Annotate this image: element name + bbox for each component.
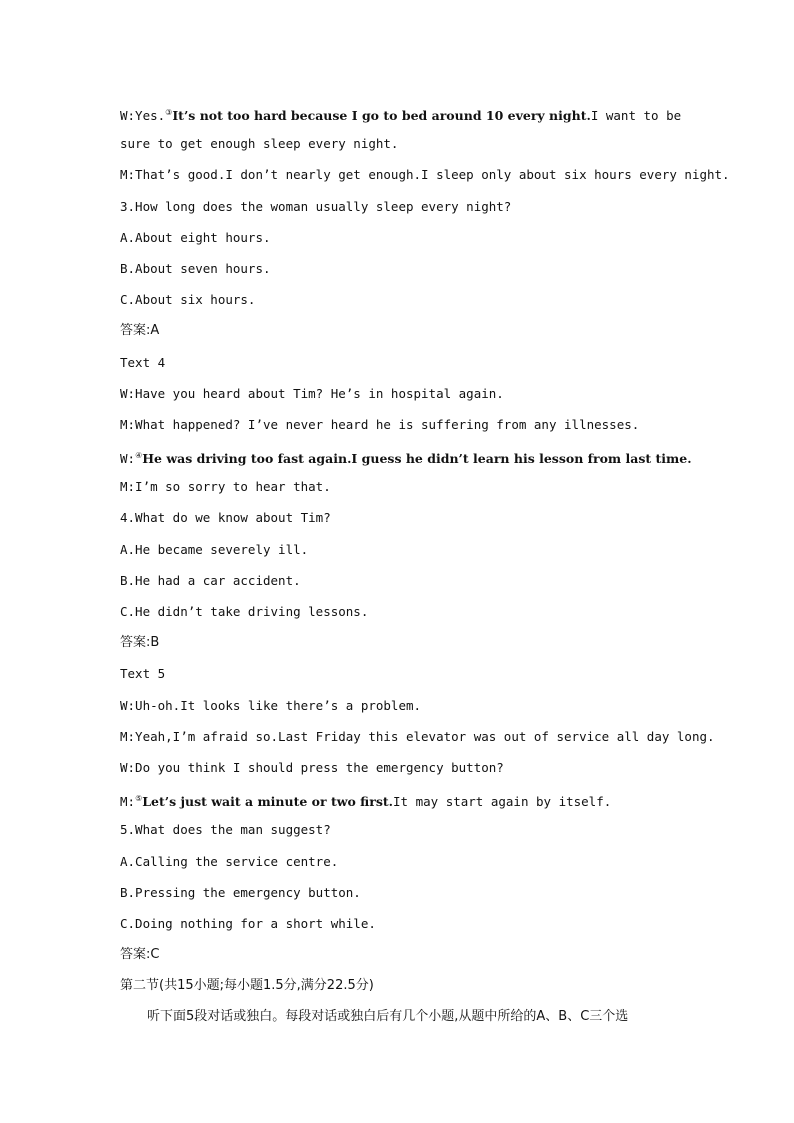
dialogue-line [120, 444, 690, 475]
dialogue-line: M:I’m so sorry to hear that. [120, 479, 331, 495]
answer-key: 答案:C [120, 947, 160, 963]
dialogue-line: W:Have you heard about Tim? He’s in hospital again. [120, 385, 504, 401]
text-heading: Text 5 [120, 666, 166, 682]
key-sentence: Let’s just wait a minute or two first. [142, 794, 394, 810]
answer-option: B.He had a car accident. [120, 572, 301, 588]
speaker-prefix: W:Yes. [120, 108, 166, 123]
dialogue-line: W:Uh-oh.It looks like there’s a problem. [120, 697, 422, 713]
answer-option: C.About six hours. [120, 292, 256, 308]
speaker-prefix: M: [120, 794, 136, 810]
answer-option: C.He didn’t take driving lessons. [120, 604, 369, 619]
note-marker: ⑤ [135, 794, 143, 804]
answer-option: B.About seven hours. [120, 260, 271, 276]
dialogue-line: W:Do you think I should press the emergency button? [120, 759, 504, 775]
dialogue-line: sure to get enough sleep every night. [120, 136, 399, 152]
speaker-prefix: W: [120, 451, 136, 467]
dialogue-line: M:What happened? I’ve never heard he is suffering from any illnesses. [120, 416, 640, 432]
note-marker: ④ [135, 451, 143, 461]
dialogue-line [120, 787, 690, 818]
answer-option: A.About eight hours. [120, 229, 271, 245]
answer-option: C.Doing nothing for a short while. [120, 915, 376, 931]
dialogue-line [120, 101, 690, 132]
answer-key: 答案:B [120, 635, 160, 651]
question-text: 4.What do we know about Tim? [120, 510, 331, 526]
line-text: I want to be [590, 108, 682, 123]
document-page [120, 101, 730, 1037]
text-heading: Text 4 [120, 354, 166, 370]
answer-key: 答案:A [120, 323, 160, 339]
section-instructions: 听下面5段对话或独白。每段对话或独白后有几个小题,从题中所给的A、B、C三个选 [147, 1009, 629, 1025]
question-text: 5.What does the man suggest? [120, 822, 331, 838]
answer-option: A.He became severely ill. [120, 541, 309, 557]
note-marker: ③ [165, 108, 173, 117]
answer-option: B.Pressing the emergency button. [120, 884, 361, 900]
line-text: It may start again by itself. [393, 794, 612, 810]
answer-option: A.Calling the service centre. [120, 853, 339, 869]
key-sentence: It’s not too hard because I go to bed around 10 every night. [172, 108, 591, 123]
dialogue-line: M:That’s good.I don’t nearly get enough.I sleep only about six hours every night. [120, 167, 730, 183]
key-sentence: He was driving too fast again.I guess he didn’t learn his lesson from last time. [142, 451, 692, 467]
question-text: 3.How long does the woman usually sleep every night? [120, 198, 512, 214]
dialogue-line: M:Yeah,I’m afraid so.Last Friday this elevator was out of service all day long. [120, 728, 715, 744]
section-heading: 第二节(共15小题;每小题1.5分,满分22.5分) [120, 978, 374, 994]
